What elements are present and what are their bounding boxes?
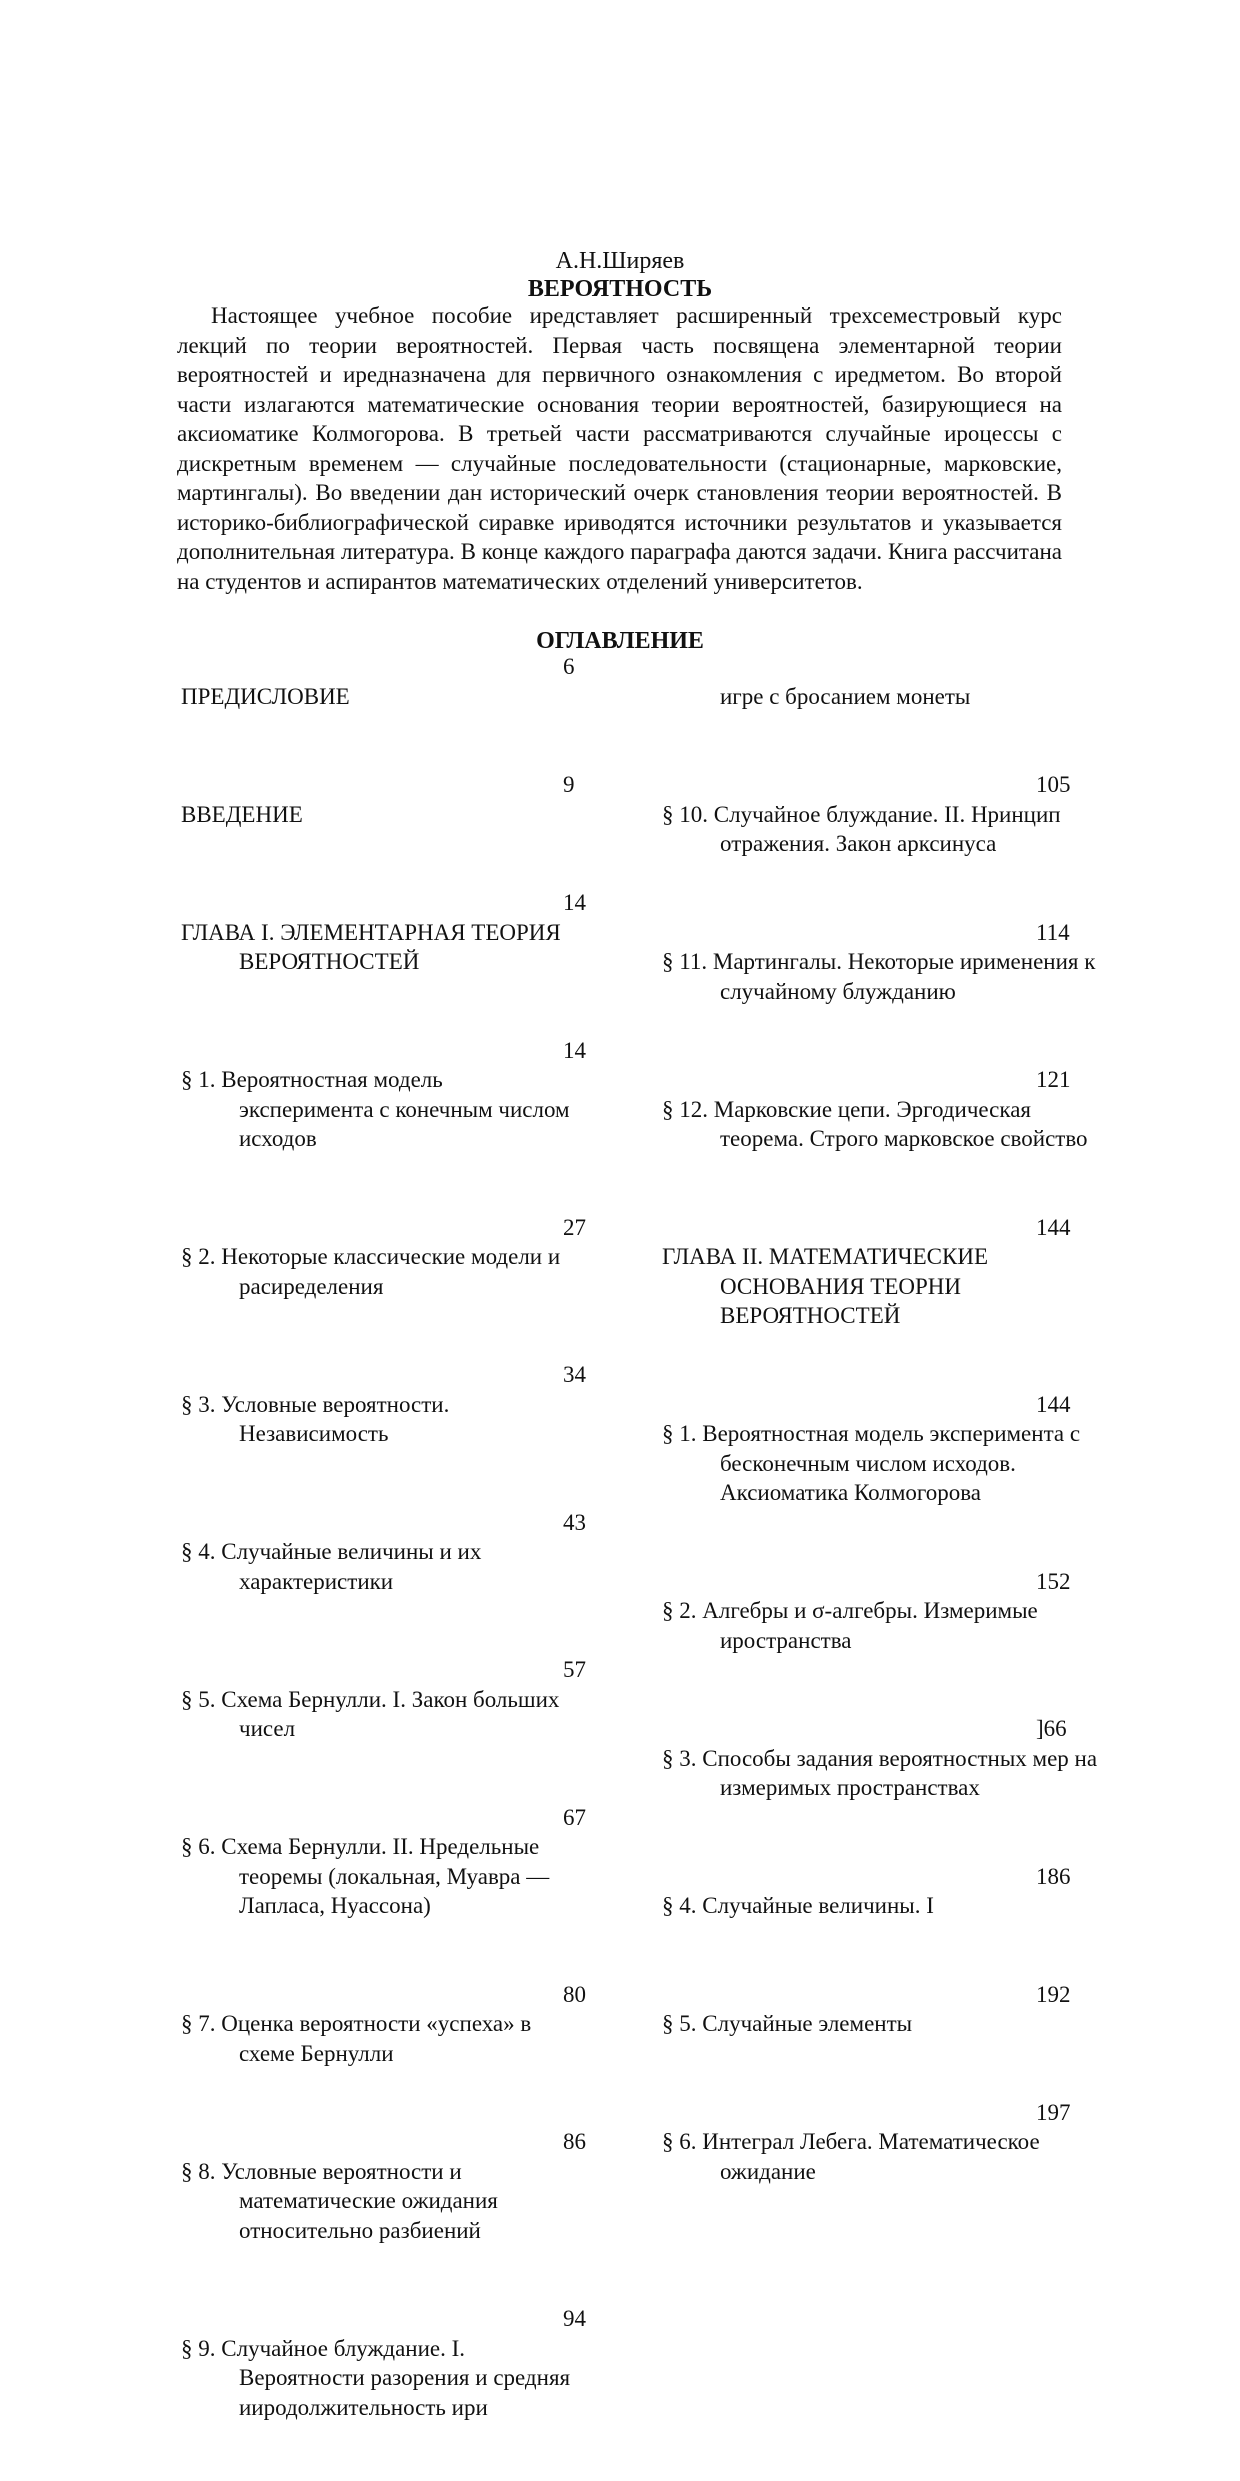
- toc-entry: [181, 1036, 601, 1213]
- toc-entry-page: 121: [1036, 1067, 1071, 1092]
- toc-entry-text: § 4. Случайные величины. I: [662, 1893, 934, 1918]
- toc-entry-text: § 12. Марковские цепи. Эргодическая теорема. Строго марковское свойство: [662, 1096, 1088, 1151]
- toc-entry-page: 144: [1036, 1214, 1071, 1240]
- toc-entry: [181, 1980, 601, 2128]
- toc-entry-page: 6: [563, 654, 575, 679]
- toc-entry-page: 197: [1036, 2099, 1071, 2125]
- toc-entry-text: § 10. Случайное блуждание. II. Нринцип отражения. Закон арксинуса: [662, 801, 1061, 856]
- toc-entry-text: § 3. Условные вероятности. Независимость: [181, 1391, 450, 1446]
- toc-entry: [181, 1213, 601, 1361]
- book-title: ВЕРОЯТНОСТЬ: [527, 276, 713, 302]
- toc-entry-text: § 2. Алгебры и σ-алгебры. Измеримые иространства: [662, 1598, 1038, 1653]
- toc-entry: [181, 2304, 601, 2481]
- toc-entry-page: 9: [563, 772, 575, 797]
- toc-entry-text: § 5. Схема Бернулли. I. Закон больших чисел: [181, 1686, 560, 1741]
- toc-entry: [662, 1567, 1082, 1715]
- toc-entry: [662, 1862, 1082, 1980]
- toc-entry-text: игре с бросанием монеты: [720, 683, 971, 709]
- toc-entry: [662, 918, 1096, 1066]
- toc-entry: [662, 1213, 1082, 1390]
- toc-entry-text: § 9. Случайное блуждание. I. Вероятности разорения и средняя ииродолжительность ири: [181, 2335, 571, 2420]
- toc-entry: [662, 652, 1082, 770]
- toc-entry-page: 27: [563, 1214, 586, 1240]
- toc-entry-text: § 7. Оценка вероятности «успеха» в схеме Бернулли: [181, 2011, 532, 2066]
- toc-entry-text: § 6. Схема Бернулли. II. Нредельные теоремы (локальная, Муавра — Лапласа, Нуассона): [181, 1834, 550, 1918]
- toc-entry-page: 144: [1036, 1391, 1071, 1417]
- toc-entry-page: 86: [563, 2129, 586, 2154]
- toc-entry-page: 186: [1036, 1863, 1071, 1889]
- toc-entry: [181, 1508, 601, 1656]
- abstract-paragraph: Настоящее учебное пособие иредставляет расширенный трехсеместровый курс лекций по теории вероятностей. Первая часть посвящена элементарной теории вероятностей и иредназначена для первичного ознакомления с иредметом. Во второй части излагаются математические основания теории вероятностей, базирующиеся на аксиоматике Колмогорова. В третьей части рассматриваются случайные ироцессы с дискретным временем — случайные последовательности (стационарные, марковские, мартингалы). Во введении дан исторический очерк становления теории вероятностей. В историко-библиографической сиравке ириводятся источники результатов и указывается дополнительная литература. В конце каждого параграфа даются задачи. Книга рассчитана на студентов и аспирантов математических отделений университетов.: [177, 303, 1062, 594]
- toc-entry-text: § 2. Некоторые классические модели и расиределения: [181, 1244, 561, 1299]
- toc-entry-text: § 8. Условные вероятности и математические ожидания относительно разбиений: [181, 2158, 498, 2243]
- toc-entry: [662, 1390, 1082, 1567]
- toc-entry: [181, 770, 601, 888]
- toc-entry-page: 14: [563, 1037, 586, 1063]
- toc-entry-page: 14: [563, 890, 586, 915]
- toc-entry-page: 152: [1036, 1568, 1071, 1594]
- toc-entry-page: 192: [1036, 1981, 1071, 2007]
- toc-entry-page: 80: [563, 1981, 586, 2007]
- toc-entry-text: § 6. Интеграл Лебега. Математическое ожидание: [662, 2129, 1040, 2184]
- toc-entry: [662, 770, 1082, 918]
- toc-entry-text: § 5. Случайные элементы: [662, 2011, 913, 2036]
- toc-entry-text: ГЛАВА I. ЭЛЕМЕНТАРНАЯ ТЕОРИЯ ВЕРОЯТНОСТЕЙ: [181, 919, 561, 974]
- toc-left-column: [181, 652, 601, 2481]
- toc-entry: [181, 1803, 601, 1980]
- toc-entry-page: 94: [563, 2306, 586, 2331]
- toc-entry: [662, 1980, 1082, 2098]
- toc-entry-page: 57: [563, 1657, 586, 1682]
- toc-entry-text: § 11. Мартингалы. Некоторые ирименения к случайному блужданию: [662, 949, 1096, 1004]
- toc-entry-page: 67: [563, 1804, 586, 1830]
- toc-entry-text: § 1. Вероятностная модель эксперимента с конечным числом исходов: [181, 1067, 570, 1151]
- toc-entry-page: 114: [1036, 919, 1070, 945]
- author-name: А.Н.Ширяев: [555, 248, 685, 274]
- toc-entry-text: § 4. Случайные величины и их характеристики: [181, 1539, 482, 1594]
- toc-entry-page: ]66: [1036, 1716, 1067, 1741]
- toc-entry-text: § 1. Вероятностная модель эксперимента с бесконечным числом исходов. Аксиоматика Колмогорова: [662, 1421, 1081, 1505]
- toc-entry: [181, 1655, 601, 1803]
- toc-entry-page: 105: [1036, 772, 1071, 797]
- toc-entry-page: 43: [563, 1509, 586, 1535]
- toc-entry-text: § 3. Способы задания вероятностных мер на измеримых пространствах: [662, 1745, 1098, 1800]
- toc-entry-text: ПРЕДИСЛОВИЕ: [181, 683, 350, 709]
- toc-entry: [181, 2127, 601, 2304]
- toc-right-column: [662, 652, 1098, 2245]
- toc-entry: [181, 1360, 601, 1508]
- toc-entry: [181, 888, 601, 1036]
- toc-entry-page: 34: [563, 1362, 586, 1387]
- toc-entry-text: ГЛАВА II. МАТЕМАТИЧЕСКИЕ ОСНОВАНИЯ ТЕОРНИ ВЕРОЯТНОСТЕЙ: [662, 1244, 989, 1328]
- toc-entry: [662, 2098, 1082, 2246]
- toc-entry: [181, 652, 601, 770]
- toc-entry-text: ВВЕДЕНИЕ: [181, 801, 303, 827]
- toc-entry: [662, 1065, 1088, 1213]
- toc-entry: [662, 1714, 1098, 1862]
- toc-heading: ОГЛАВЛЕНИЕ: [536, 628, 704, 654]
